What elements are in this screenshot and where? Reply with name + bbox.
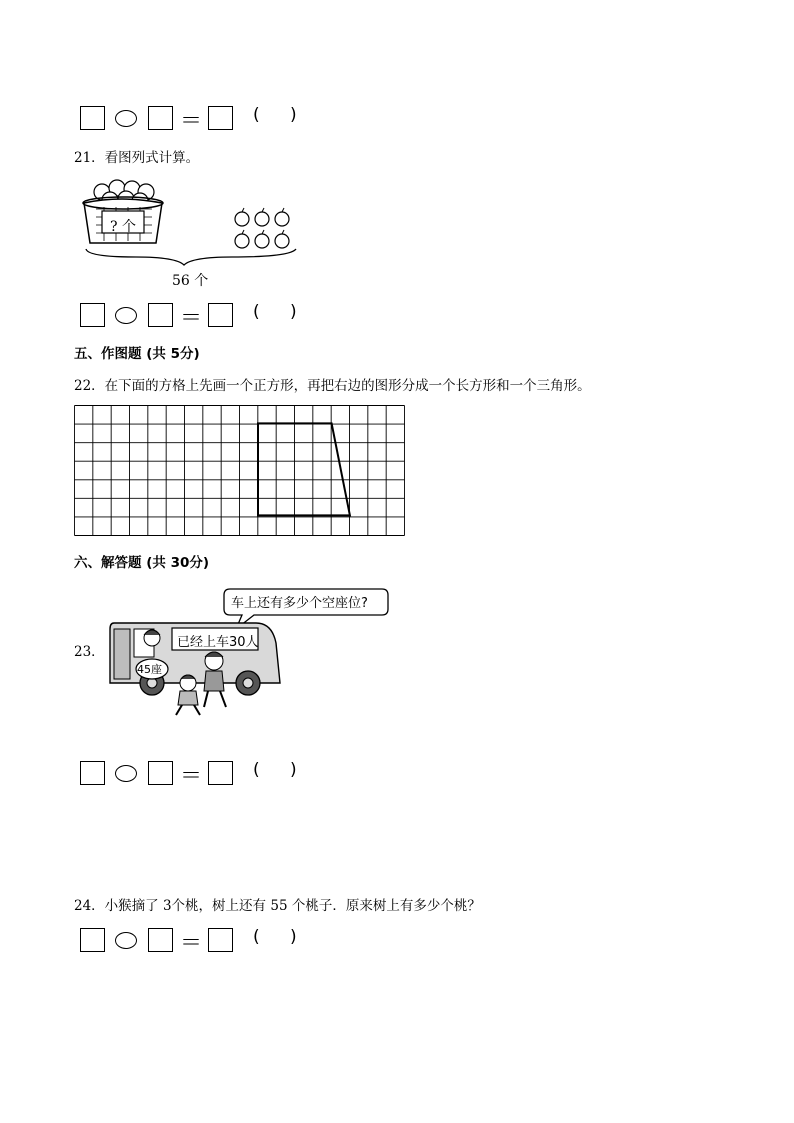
- question-22-text: 22．在下面的方格上先画一个正方形，再把右边的图形分成一个长方形和一个三角形。: [74, 378, 591, 394]
- paren-open: (: [253, 760, 260, 780]
- equation-row-3: [80, 761, 320, 787]
- answer-box[interactable]: [80, 761, 105, 785]
- equals-sign: ＝: [180, 931, 203, 956]
- answer-box[interactable]: [208, 928, 233, 952]
- paren-open: (: [253, 927, 260, 947]
- equation-row-2: [80, 303, 320, 329]
- bus-sign-text: 已经上车30人: [177, 635, 259, 650]
- drawing-grid[interactable]: [74, 405, 405, 536]
- answer-box[interactable]: [208, 106, 233, 130]
- answer-box[interactable]: [148, 761, 173, 785]
- equation-row-4: [80, 928, 320, 954]
- paren-close: ): [290, 302, 297, 322]
- operator-oval[interactable]: [115, 110, 137, 127]
- section-6-title: 六、解答题 (共 30分): [74, 555, 210, 571]
- trapezoid-shape: [258, 423, 350, 515]
- question-24-text: 24．小猴摘了 3个桃，树上还有 55 个桃子．原来树上有多少个桃？: [74, 898, 481, 914]
- paren-close: ): [290, 927, 297, 947]
- operator-oval[interactable]: [115, 932, 137, 949]
- equals-sign: ＝: [180, 764, 203, 789]
- answer-box[interactable]: [208, 303, 233, 327]
- section-5-title: 五、作图题 (共 5分): [74, 346, 200, 362]
- answer-box[interactable]: [148, 303, 173, 327]
- equals-sign: ＝: [180, 109, 203, 134]
- operator-oval[interactable]: [115, 307, 137, 324]
- equals-sign: ＝: [180, 306, 203, 331]
- paren-close: ): [290, 105, 297, 125]
- total-label: 56 个: [172, 273, 209, 289]
- answer-box[interactable]: [80, 303, 105, 327]
- question-21-text: 21．看图列式计算。: [74, 150, 200, 166]
- seats-label: 45座: [137, 663, 162, 676]
- paren-open: (: [253, 302, 260, 322]
- paren-open: (: [253, 105, 260, 125]
- paren-close: ): [290, 760, 297, 780]
- answer-box[interactable]: [80, 928, 105, 952]
- operator-oval[interactable]: [115, 765, 137, 782]
- answer-box[interactable]: [80, 106, 105, 130]
- answer-box[interactable]: [148, 106, 173, 130]
- question-23-number: 23．: [74, 644, 105, 660]
- answer-box[interactable]: [148, 928, 173, 952]
- basket-label: ? 个: [110, 219, 136, 235]
- equation-row-1: [80, 106, 320, 132]
- answer-box[interactable]: [208, 761, 233, 785]
- speech-bubble-text: 车上还有多少个空座位?: [231, 596, 368, 611]
